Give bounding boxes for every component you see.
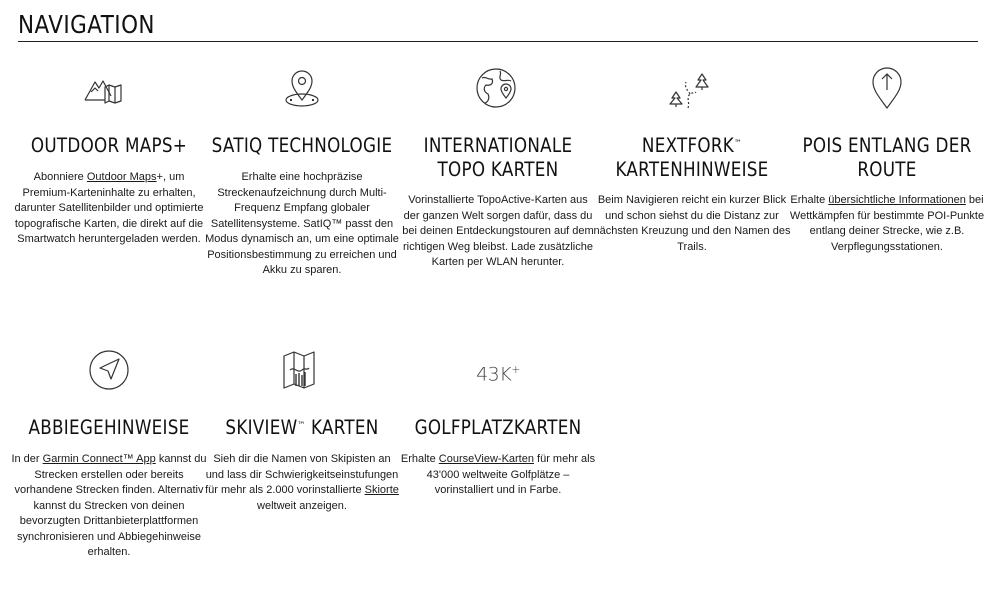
feature-description: In der Garmin Connect™ App kannst du Strecken erstellen oder bereits vorhandene Strecken finden. Alternativ kannst du Strecken von deinen bevorzugten Drittanbieterplattformen synchronisieren und Abbiegehinweise erhalten.	[11, 453, 207, 558]
globe-pin-icon	[470, 66, 526, 110]
feature-title: GOLFPLATZKARTEN	[414, 416, 582, 439]
feature-description: Abonniere Outdoor Maps+, um Premium-Karteninhalte zu erhalten, darunter Satellitenbilder und optimierte topografische Karten, die direkt auf die Smartwatch heruntergeladen werden.	[14, 171, 204, 245]
outdoor-maps-link[interactable]: Outdoor Maps	[86, 171, 157, 183]
feature-title: NEXTFORK™ KARTENHINWEISE	[615, 134, 769, 181]
feature-description: Sieh dir die Namen von Skipisten an und lass dir Schwierigkeitseinstufungen für mehr als 2.000 vorinstallierte Skiorte weltweit anzeigen.	[205, 453, 399, 512]
feature-description: Erhalte CourseView-Karten für mehr als 43'000 weltweite Golfplätze – vorinstalliert und in Farbe.	[400, 453, 596, 496]
ski-resorts-link[interactable]: Skiorte	[364, 484, 399, 496]
feature-title: SKIVIEW™ KARTEN	[225, 416, 379, 439]
feature-description: Vorinstallierte TopoActive-Karten aus der ganzen Welt sorgen dafür, dass du bei deinen Entdeckungstouren auf dem richtigen Weg bleibst. Lade zusätzliche Karten per WLAN herunter.	[402, 194, 594, 268]
feature-title: OUTDOOR MAPS+	[30, 134, 188, 157]
golf-courses-count-icon: 43K+	[476, 363, 520, 386]
mountain-map-icon	[81, 68, 137, 112]
ski-map-icon	[274, 348, 330, 392]
navigation-arrow-icon	[81, 348, 137, 392]
feature-description: Erhalte übersichtliche Informationen bei Wettkämpfen für bestimmte POI-Punkte entlang deiner Strecke, wie z.B. Verpflegungsstationen.	[789, 194, 985, 253]
overview-information-link[interactable]: übersichtliche Informationen	[828, 194, 966, 206]
garmin-connect-app-link[interactable]: Garmin Connect™ App	[42, 453, 156, 465]
map-pin-arrow-icon	[859, 66, 915, 110]
courseview-maps-link[interactable]: CourseView-Karten	[438, 453, 534, 465]
section-title: NAVIGATION	[18, 10, 155, 39]
feature-title: POIS ENTLANG DER ROUTE	[802, 134, 972, 181]
feature-title: ABBIEGEHINWEISE	[28, 416, 190, 439]
feature-description: Erhalte eine hochpräzise Streckenaufzeichnung durch Multi-Frequenz Empfang globaler Satellitensysteme. SatIQ™ passt den Modus dynamisch an, um eine optimale Positionsbestimmung zu erreichen und Akku zu sparen.	[205, 171, 399, 276]
section-divider	[18, 41, 978, 42]
feature-title: SATIQ TECHNOLOGIE	[211, 134, 393, 157]
satellite-location-icon	[274, 66, 330, 110]
feature-description: Beim Navigieren reicht ein kurzer Blick und schon siehst du die Distanz zur nächsten Kreuzung und den Namen des Trails.	[593, 194, 791, 253]
feature-title: INTERNATIONALE TOPO KARTEN	[423, 134, 573, 181]
trail-fork-icon	[664, 68, 720, 112]
